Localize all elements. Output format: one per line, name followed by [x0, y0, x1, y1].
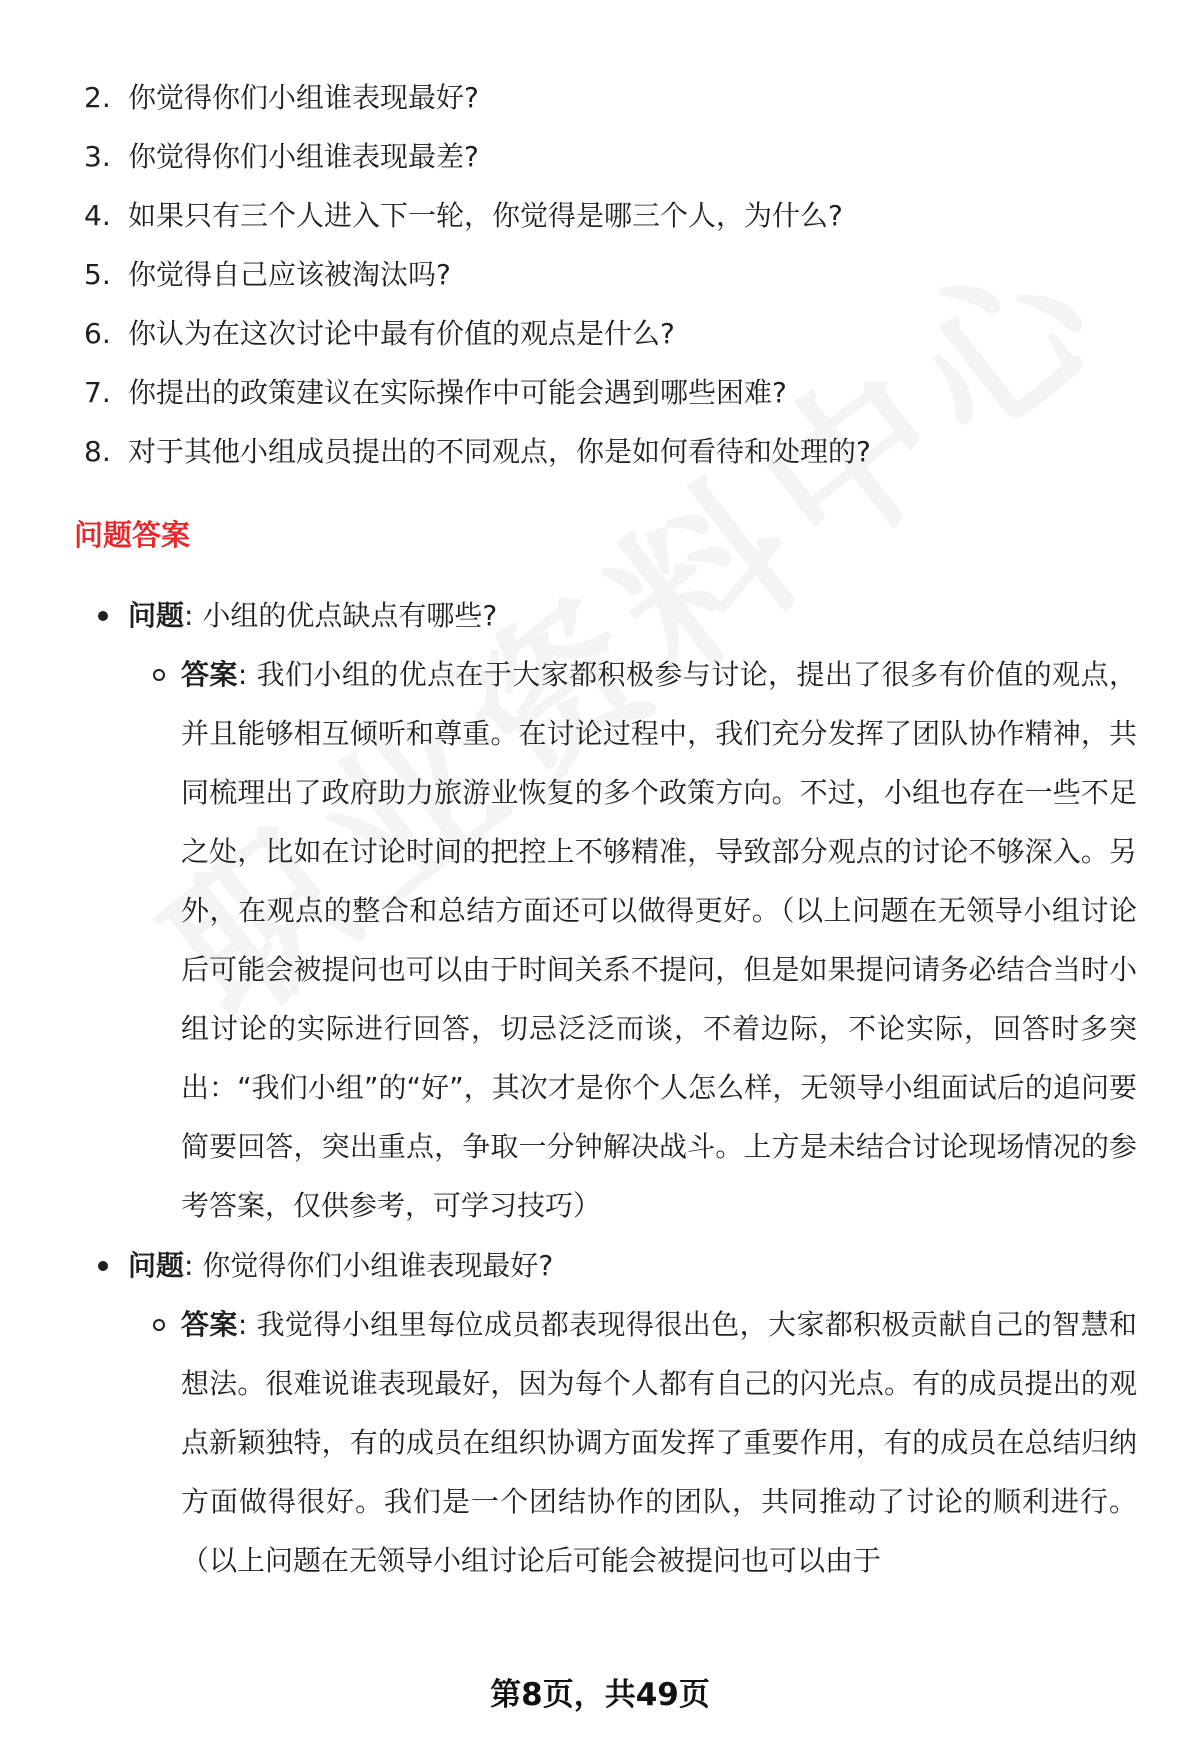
list-item-number: 8. — [84, 435, 111, 468]
answer-paragraph — [181, 1295, 1137, 1590]
list-item — [84, 127, 1144, 186]
question-line — [98, 1237, 1138, 1295]
section-heading: 问题答案 — [74, 518, 191, 552]
list-item — [84, 363, 1144, 422]
hollow-bullet-icon — [153, 669, 165, 681]
question-label: 问题 — [128, 599, 185, 632]
answer-paragraph — [181, 645, 1137, 1235]
list-item — [84, 304, 1144, 363]
list-item — [84, 245, 1144, 304]
list-item — [84, 68, 1144, 127]
answer-label: 答案 — [181, 1308, 238, 1341]
page-number: 第8页，共49页 — [490, 1677, 710, 1713]
list-item-number: 2. — [84, 81, 111, 114]
list-item-text: 你觉得自己应该被淘汰吗? — [128, 258, 451, 291]
list-item-text: 你认为在这次讨论中最有价值的观点是什么? — [128, 317, 675, 350]
answer-text: 我觉得小组里每位成员都表现得很出色，大家都积极贡献自己的智慧和想法。很难说谁表现最好，因为每个人都有自己的闪光点。有的成员提出的观点新颖独特，有的成员在组织协调方面发挥了重要作用，有的成员在总结归纳方面做得很好。我们是一个团结协作的团队，共同推动了讨论的顺利进行。（以上问题在无领导小组讨论后可能会被提问也可以由于 — [181, 1308, 1137, 1577]
question-label: 问题 — [128, 1249, 185, 1282]
question-text: 小组的优点缺点有哪些? — [202, 599, 498, 632]
question-text: 你觉得你们小组谁表现最好? — [202, 1249, 554, 1282]
bullet-icon — [98, 1261, 108, 1271]
list-item-number: 6. — [84, 317, 111, 350]
qa-list — [98, 587, 1138, 1590]
answer-separator: : — [237, 658, 248, 691]
numbered-question-list — [84, 68, 1144, 481]
question-line — [98, 587, 1138, 645]
list-item — [84, 422, 1144, 481]
list-item-number: 3. — [84, 140, 111, 173]
list-item-text: 你提出的政策建议在实际操作中可能会遇到哪些困难? — [128, 376, 787, 409]
list-item-text: 如果只有三个人进入下一轮，你觉得是哪三个人，为什么? — [128, 199, 843, 232]
list-item-text: 对于其他小组成员提出的不同观点，你是如何看待和处理的? — [128, 435, 871, 468]
question-separator: : — [184, 599, 194, 632]
answer-separator: : — [237, 1308, 248, 1341]
list-item-text: 你觉得你们小组谁表现最差? — [128, 140, 479, 173]
answer-label: 答案 — [181, 658, 238, 691]
list-item-text: 你觉得你们小组谁表现最好? — [128, 81, 479, 114]
qa-item — [98, 1237, 1138, 1590]
qa-item — [98, 587, 1138, 1235]
bullet-icon — [98, 611, 108, 621]
list-item-number: 7. — [84, 376, 111, 409]
list-item-number: 5. — [84, 258, 111, 291]
list-item — [84, 186, 1144, 245]
question-separator: : — [184, 1249, 194, 1282]
list-item-number: 4. — [84, 199, 111, 232]
hollow-bullet-icon — [153, 1319, 165, 1331]
answer-text: 我们小组的优点在于大家都积极参与讨论，提出了很多有价值的观点，并且能够相互倾听和尊重。在讨论过程中，我们充分发挥了团队协作精神，共同梳理出了政府助力旅游业恢复的多个政策方向。不过，小组也存在一些不足之处，比如在讨论时间的把控上不够精准，导致部分观点的讨论不够深入。另外，在观点的整合和总结方面还可以做得更好。（以上问题在无领导小组讨论后可能会被提问也可以由于时间关系不提问，但是如果提问请务必结合当时小组讨论的实际进行回答，切忌泛泛而谈，不着边际，不论实际，回答时多突出：“我们小组”的“好”，其次才是你个人怎么样，无领导小组面试后的追问要简要回答，突出重点，争取一分钟解决战斗。上方是未结合讨论现场情况的参考答案，仅供参考，可学习技巧） — [181, 658, 1137, 1222]
